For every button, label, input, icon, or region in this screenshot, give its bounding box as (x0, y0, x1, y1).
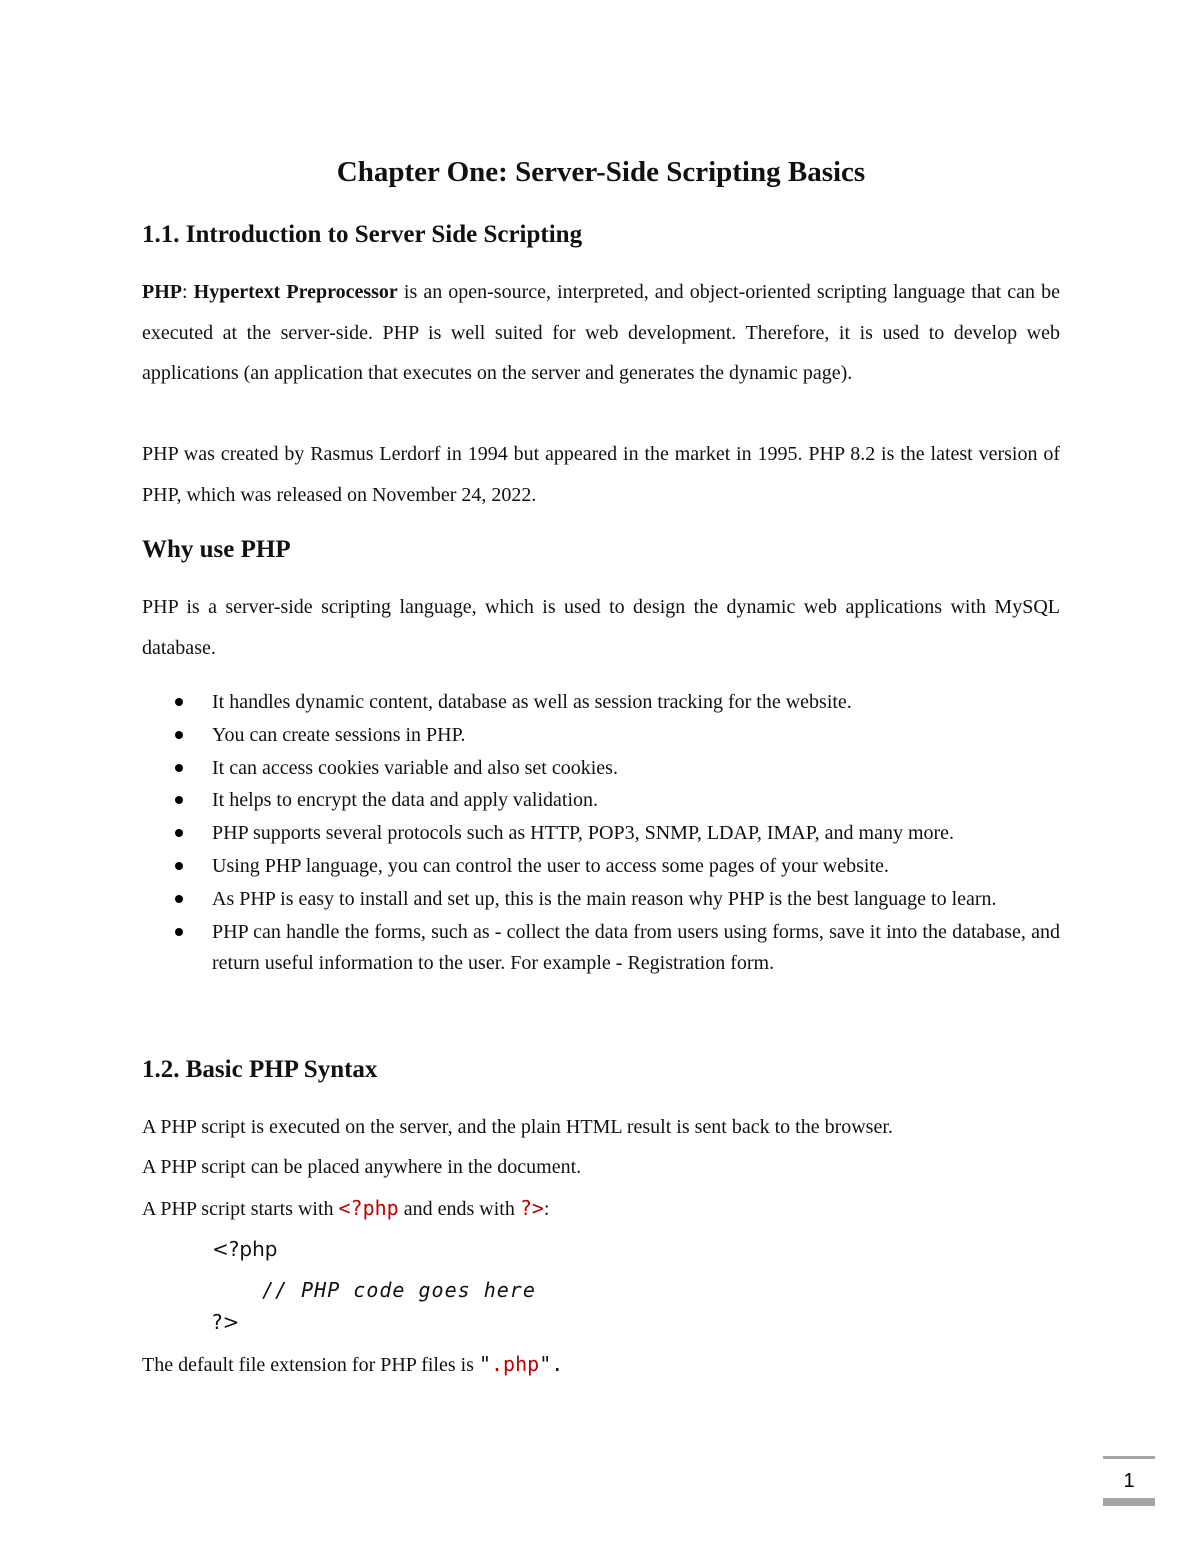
extension-line: The default file extension for PHP files is ".php". (142, 1352, 564, 1376)
syntax-line-3: A PHP script starts with <?php and ends with ?>: (142, 1196, 550, 1220)
code-close-tag: ?> (212, 1310, 240, 1334)
intro-text: is an open-source, interpreted, and object-oriented scripting language that can be executed at the server-side. PHP is well suited for web development. Therefore, it is used to develop web applications (an application that executes on the server and generates the dynamic page). (142, 281, 1061, 385)
bullet-icon (175, 862, 183, 870)
php-term: PHP (142, 281, 182, 303)
page-number: 1 (1123, 1470, 1135, 1492)
list-item: PHP can handle the forms, such as - collect the data from users using forms, save it into the database, and return useful information to the user. For example - Registration form. (142, 917, 1060, 979)
bullet-icon (175, 895, 183, 903)
section-1-1-heading: 1.1. Introduction to Server Side Scripting (142, 221, 583, 248)
code-open-tag: <?php (212, 1237, 278, 1261)
bullet-icon (175, 796, 183, 804)
intro-colon: : (182, 281, 194, 303)
list-item: As PHP is easy to install and set up, this is the main reason why PHP is the best language to learn. (142, 884, 1060, 915)
intro-paragraph (142, 272, 1060, 394)
bullet-icon (175, 829, 183, 837)
code-comment: // PHP code goes here (262, 1278, 536, 1302)
bullet-icon (175, 698, 183, 706)
syntax-line-2: A PHP script can be placed anywhere in the document. (142, 1156, 582, 1178)
page-number-footer (1103, 1456, 1155, 1506)
close-tag-code: ?> (519, 1196, 544, 1220)
list-item: PHP supports several protocols such as HTTP, POP3, SNMP, LDAP, IMAP, and many more. (142, 818, 1060, 849)
list-item: It can access cookies variable and also set cookies. (142, 753, 1060, 784)
list-item: Using PHP language, you can control the user to access some pages of your website. (142, 851, 1060, 882)
chapter-title: Chapter One: Server-Side Scripting Basics (336, 156, 866, 188)
open-tag-code: <?php (338, 1196, 399, 1220)
history-paragraph: PHP was created by Rasmus Lerdorf in 1994 but appeared in the market in 1995. PHP 8.2 is the latest version of PHP, which was released on November 24, 2022. (142, 443, 1060, 506)
php-extension-code: .php (491, 1352, 540, 1376)
why-php-intro: PHP is a server-side scripting language, which is used to design the dynamic web applications with MySQL database. (142, 596, 1060, 659)
bullet-icon (175, 731, 183, 739)
bullet-icon (175, 764, 183, 772)
why-php-heading: Why use PHP (142, 536, 291, 563)
list-item: It handles dynamic content, database as well as session tracking for the website. (142, 687, 1060, 718)
page-number-rule-bottom (1103, 1498, 1155, 1506)
hypertext-preprocessor-term: Hypertext Preprocessor (193, 281, 398, 303)
bullet-icon (175, 928, 183, 936)
list-item: It helps to encrypt the data and apply validation. (142, 785, 1060, 816)
why-php-bullet-list (142, 687, 1060, 980)
page-number-rule-top (1103, 1456, 1155, 1459)
syntax-line-1: A PHP script is executed on the server, and the plain HTML result is sent back to the browser. (142, 1116, 893, 1138)
section-1-2-heading: 1.2. Basic PHP Syntax (142, 1056, 378, 1083)
list-item: You can create sessions in PHP. (142, 720, 1060, 751)
